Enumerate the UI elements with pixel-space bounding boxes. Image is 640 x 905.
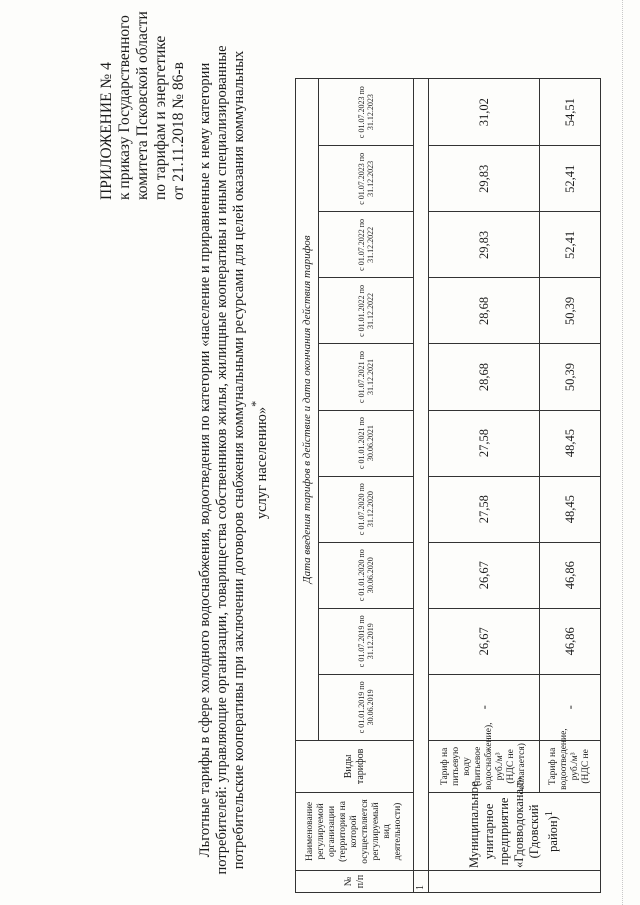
appendix-header — [98, 10, 188, 200]
appendix-line: ПРИЛОЖЕНИЕ № 4 — [98, 62, 115, 200]
appendix-line: по тарифам и энергетике — [152, 35, 169, 200]
period-cell: с 01.01.2020 по 30.06.2020 — [319, 542, 414, 608]
row-num-empty — [429, 870, 601, 892]
tariff-value: 31,02 — [429, 79, 540, 146]
header-dates-group: Дата введения тарифов в действие и дата окончания действия тарифов — [296, 79, 319, 741]
header-row-top — [296, 79, 319, 893]
appendix-line: комитета Псковской области — [134, 11, 151, 200]
index-cell: 1 — [414, 870, 429, 892]
index-row-empty — [414, 79, 429, 871]
tariff-value: 28,68 — [429, 344, 540, 410]
organization-footnote-mark: 1 — [544, 811, 556, 817]
period-cell: с 01.07.2023 по 31.12.2023 — [319, 146, 414, 212]
header-tariff-type: Виды тарифов — [296, 740, 414, 792]
header-num: № п/п — [296, 870, 414, 892]
tariff-value: 27,58 — [429, 410, 540, 476]
period-cell: с 01.07.2021 по 31.12.2021 — [319, 344, 414, 410]
period-cell: с 01.01.2021 по 30.06.2021 — [319, 410, 414, 476]
appendix-line: к приказу Государственного — [116, 15, 133, 200]
tariff-value: 52,41 — [540, 146, 601, 212]
tariff-type-cell: Тариф на водоотведение, руб./м³ (НДС не — [540, 740, 601, 792]
period-cell: с 01.07.2020 по 31.12.2020 — [319, 476, 414, 542]
tariff-value: 26,67 — [429, 608, 540, 674]
tariff-value: 50,39 — [540, 278, 601, 344]
table-row — [429, 79, 540, 893]
tariff-value: 26,67 — [429, 542, 540, 608]
header-organization: Наименование регулируемой организации (территория на которой осуществляется регулируемый вид деятельности) — [296, 792, 414, 870]
period-cell: с 01.07.2023 по 31.12.2023 — [319, 79, 414, 146]
period-cell: с 01.01.2019 по 30.06.2019 — [319, 674, 414, 740]
title-footnote-mark: * — [249, 400, 263, 407]
title-text: Льготные тарифы в сфере холодного водоснабжения, водоотведения по категории «население и приравненные к нему категории потребителей: управляющие организации, товарищества собственников жилья, жилищные кооперативы и иным специализированные потребительские кооперативы при заключении договоров снабжения коммунальными ресурсами для целей оказания коммунальных услуг населению» — [197, 45, 270, 875]
organization-name: Муниципальное унитарное предприятие «Гдовводоканал» (Гдовский район) — [467, 776, 561, 868]
tariff-value: 29,83 — [429, 146, 540, 212]
tariff-value: 54,51 — [540, 79, 601, 146]
period-cell: с 01.01.2022 по 31.12.2022 — [319, 278, 414, 344]
tariff-table — [295, 78, 601, 893]
appendix-line: от 21.11.2018 № 86-в — [170, 62, 187, 200]
index-row — [414, 79, 429, 893]
tariff-value: 28,68 — [429, 278, 540, 344]
tariff-value: 46,86 — [540, 542, 601, 608]
tariff-value: 52,41 — [540, 212, 601, 278]
tariff-type-cell: Тариф на питьевую воду (питьевое водоснабжение), руб./м³ (НДС не облагается) — [429, 740, 540, 792]
tariff-value: 50,39 — [540, 344, 601, 410]
organization-cell — [429, 776, 601, 870]
tariff-value: - — [540, 674, 601, 740]
period-cell: с 01.07.2022 по 31.12.2022 — [319, 212, 414, 278]
tariff-value: 48,45 — [540, 410, 601, 476]
tariff-value: 29,83 — [429, 212, 540, 278]
tariff-value: - — [429, 674, 540, 740]
period-cell: с 01.07.2019 по 31.12.2019 — [319, 608, 414, 674]
document-title — [197, 45, 271, 875]
table-row — [540, 79, 601, 893]
tariff-value: 27,58 — [429, 476, 540, 542]
tariff-value: 48,45 — [540, 476, 601, 542]
tariff-value: 46,86 — [540, 608, 601, 674]
